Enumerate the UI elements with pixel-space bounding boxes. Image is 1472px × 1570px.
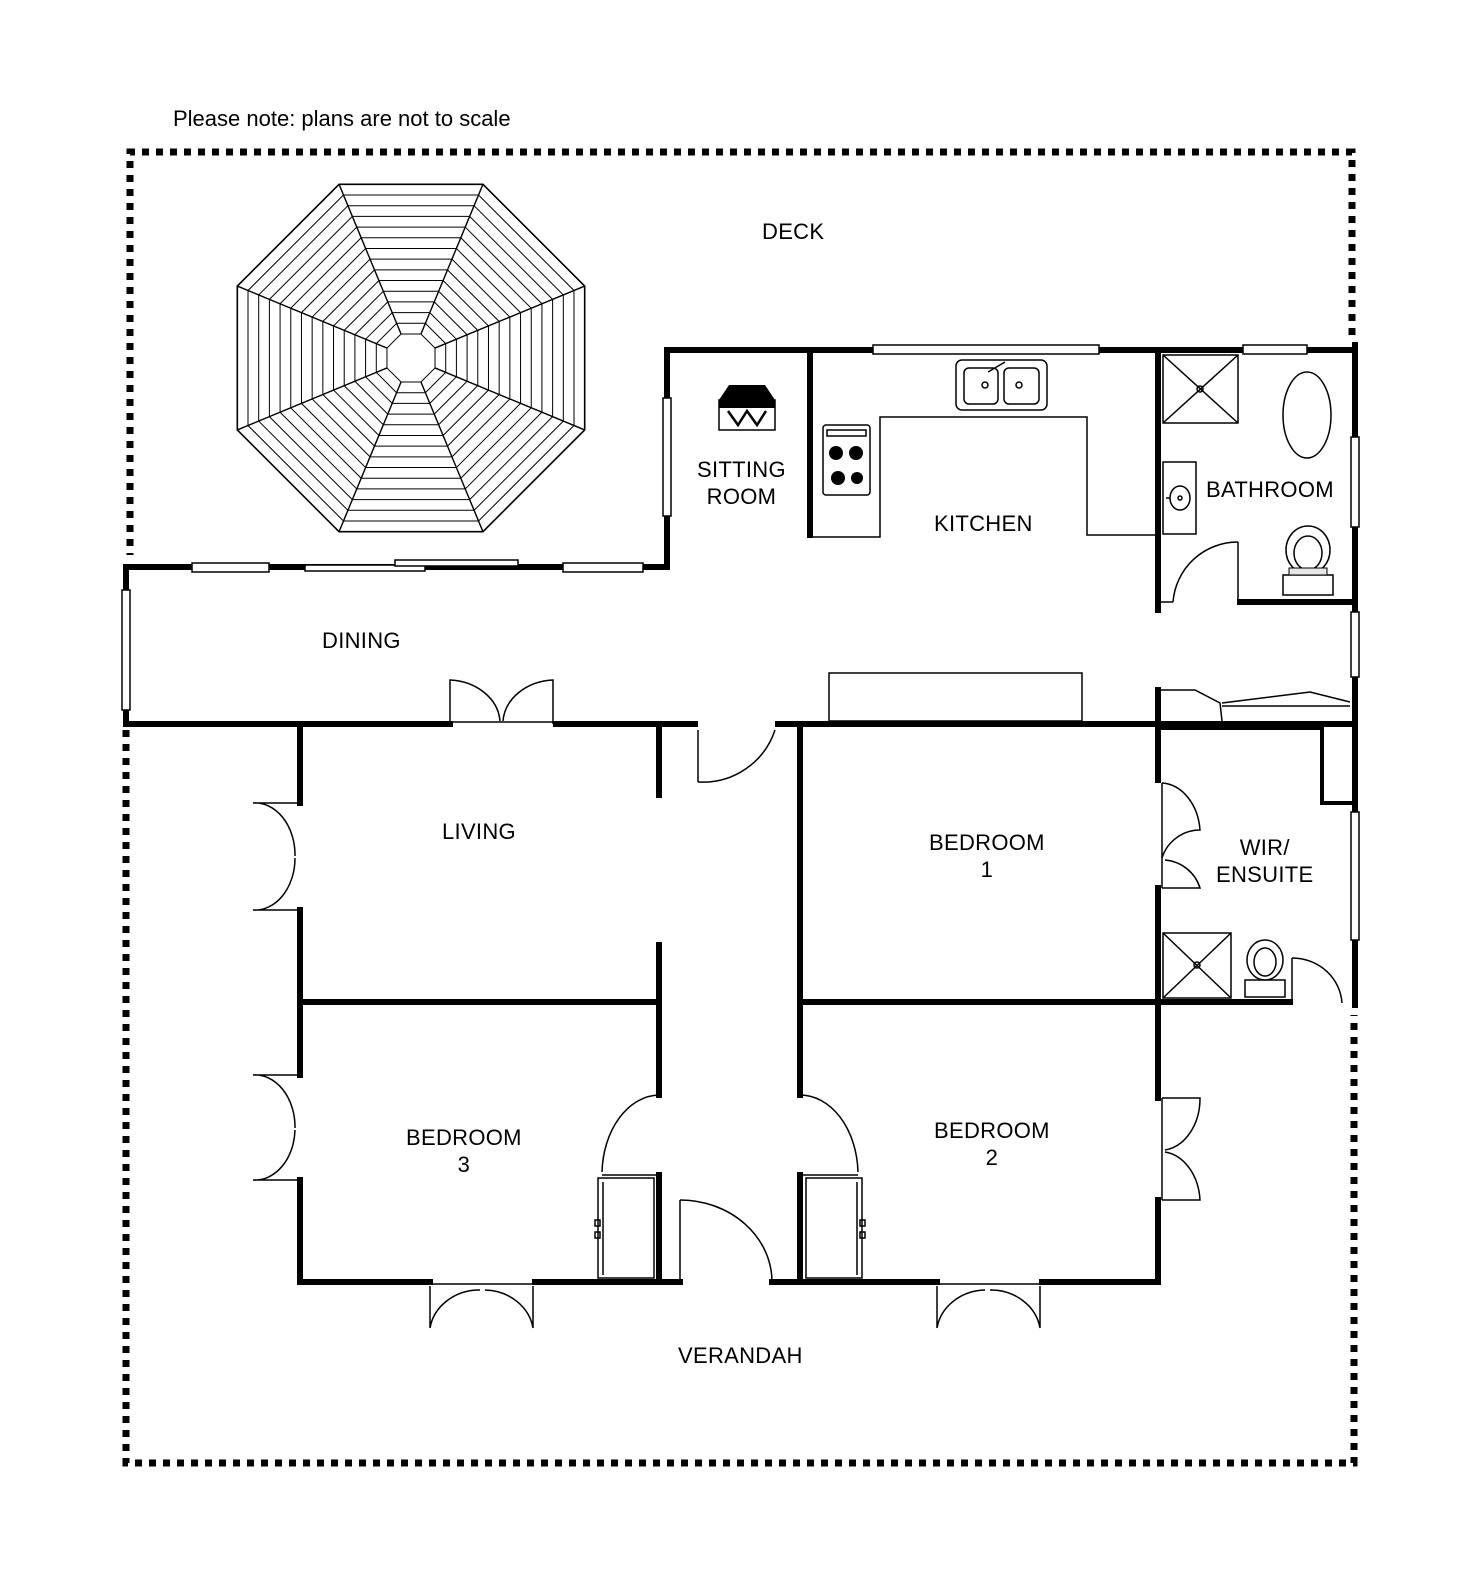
bathtub-icon: [1283, 372, 1331, 458]
deck-label: DECK: [762, 219, 825, 244]
sitting-label-line1: SITTING: [697, 457, 786, 482]
bedroom2-label-line2: 2: [985, 1145, 999, 1170]
bedroom1-label-line1: BEDROOM: [929, 830, 1045, 855]
shower-icon: [1163, 355, 1238, 423]
double-sink-icon: [956, 360, 1047, 410]
basin-icon: [1163, 462, 1196, 534]
cooktop-icon: [823, 425, 870, 495]
verandah-label: VERANDAH: [678, 1343, 803, 1368]
sitting-label-line2: ROOM: [706, 484, 777, 509]
room-label-verandah: [678, 1342, 803, 1369]
room-label-kitchen: [934, 510, 1033, 537]
wardrobe-bed3: [595, 1178, 654, 1278]
octagonal-gazebo-icon: [237, 184, 584, 531]
wardrobe-bed2: [806, 1178, 865, 1278]
fireplace-icon: [719, 385, 775, 430]
dining-label: DINING: [322, 628, 401, 653]
scale-note: Please note: plans are not to scale: [173, 106, 511, 131]
ensuite-shower-icon: [1163, 933, 1231, 998]
bedroom1-label-line2: 1: [980, 857, 994, 882]
room-label-bedroom2: [934, 1117, 1050, 1171]
room-label-wir-ensuite: [1216, 834, 1313, 888]
bedroom2-label-line1: BEDROOM: [934, 1118, 1050, 1143]
room-label-bedroom1: [929, 829, 1045, 883]
ensuite-toilet-icon: [1245, 940, 1285, 997]
room-label-dining: [322, 627, 401, 654]
toilet-icon: [1283, 526, 1333, 595]
room-label-living: [442, 818, 516, 845]
room-label-bedroom3: [406, 1124, 522, 1178]
linen-press: [1160, 690, 1350, 721]
room-label-deck: [762, 218, 824, 245]
room-label-sitting: [697, 456, 786, 510]
kitchen-label: KITCHEN: [934, 511, 1033, 536]
room-label-bathroom: [1206, 476, 1334, 503]
windows: [122, 345, 1359, 940]
bathroom-label: BATHROOM: [1206, 477, 1334, 502]
wir-label-line1: WIR/: [1239, 835, 1290, 860]
bedroom3-label-line1: BEDROOM: [406, 1125, 522, 1150]
living-label: LIVING: [442, 819, 516, 844]
wir-label-line2: ENSUITE: [1216, 862, 1314, 887]
bedroom3-label-line2: 3: [457, 1152, 471, 1177]
